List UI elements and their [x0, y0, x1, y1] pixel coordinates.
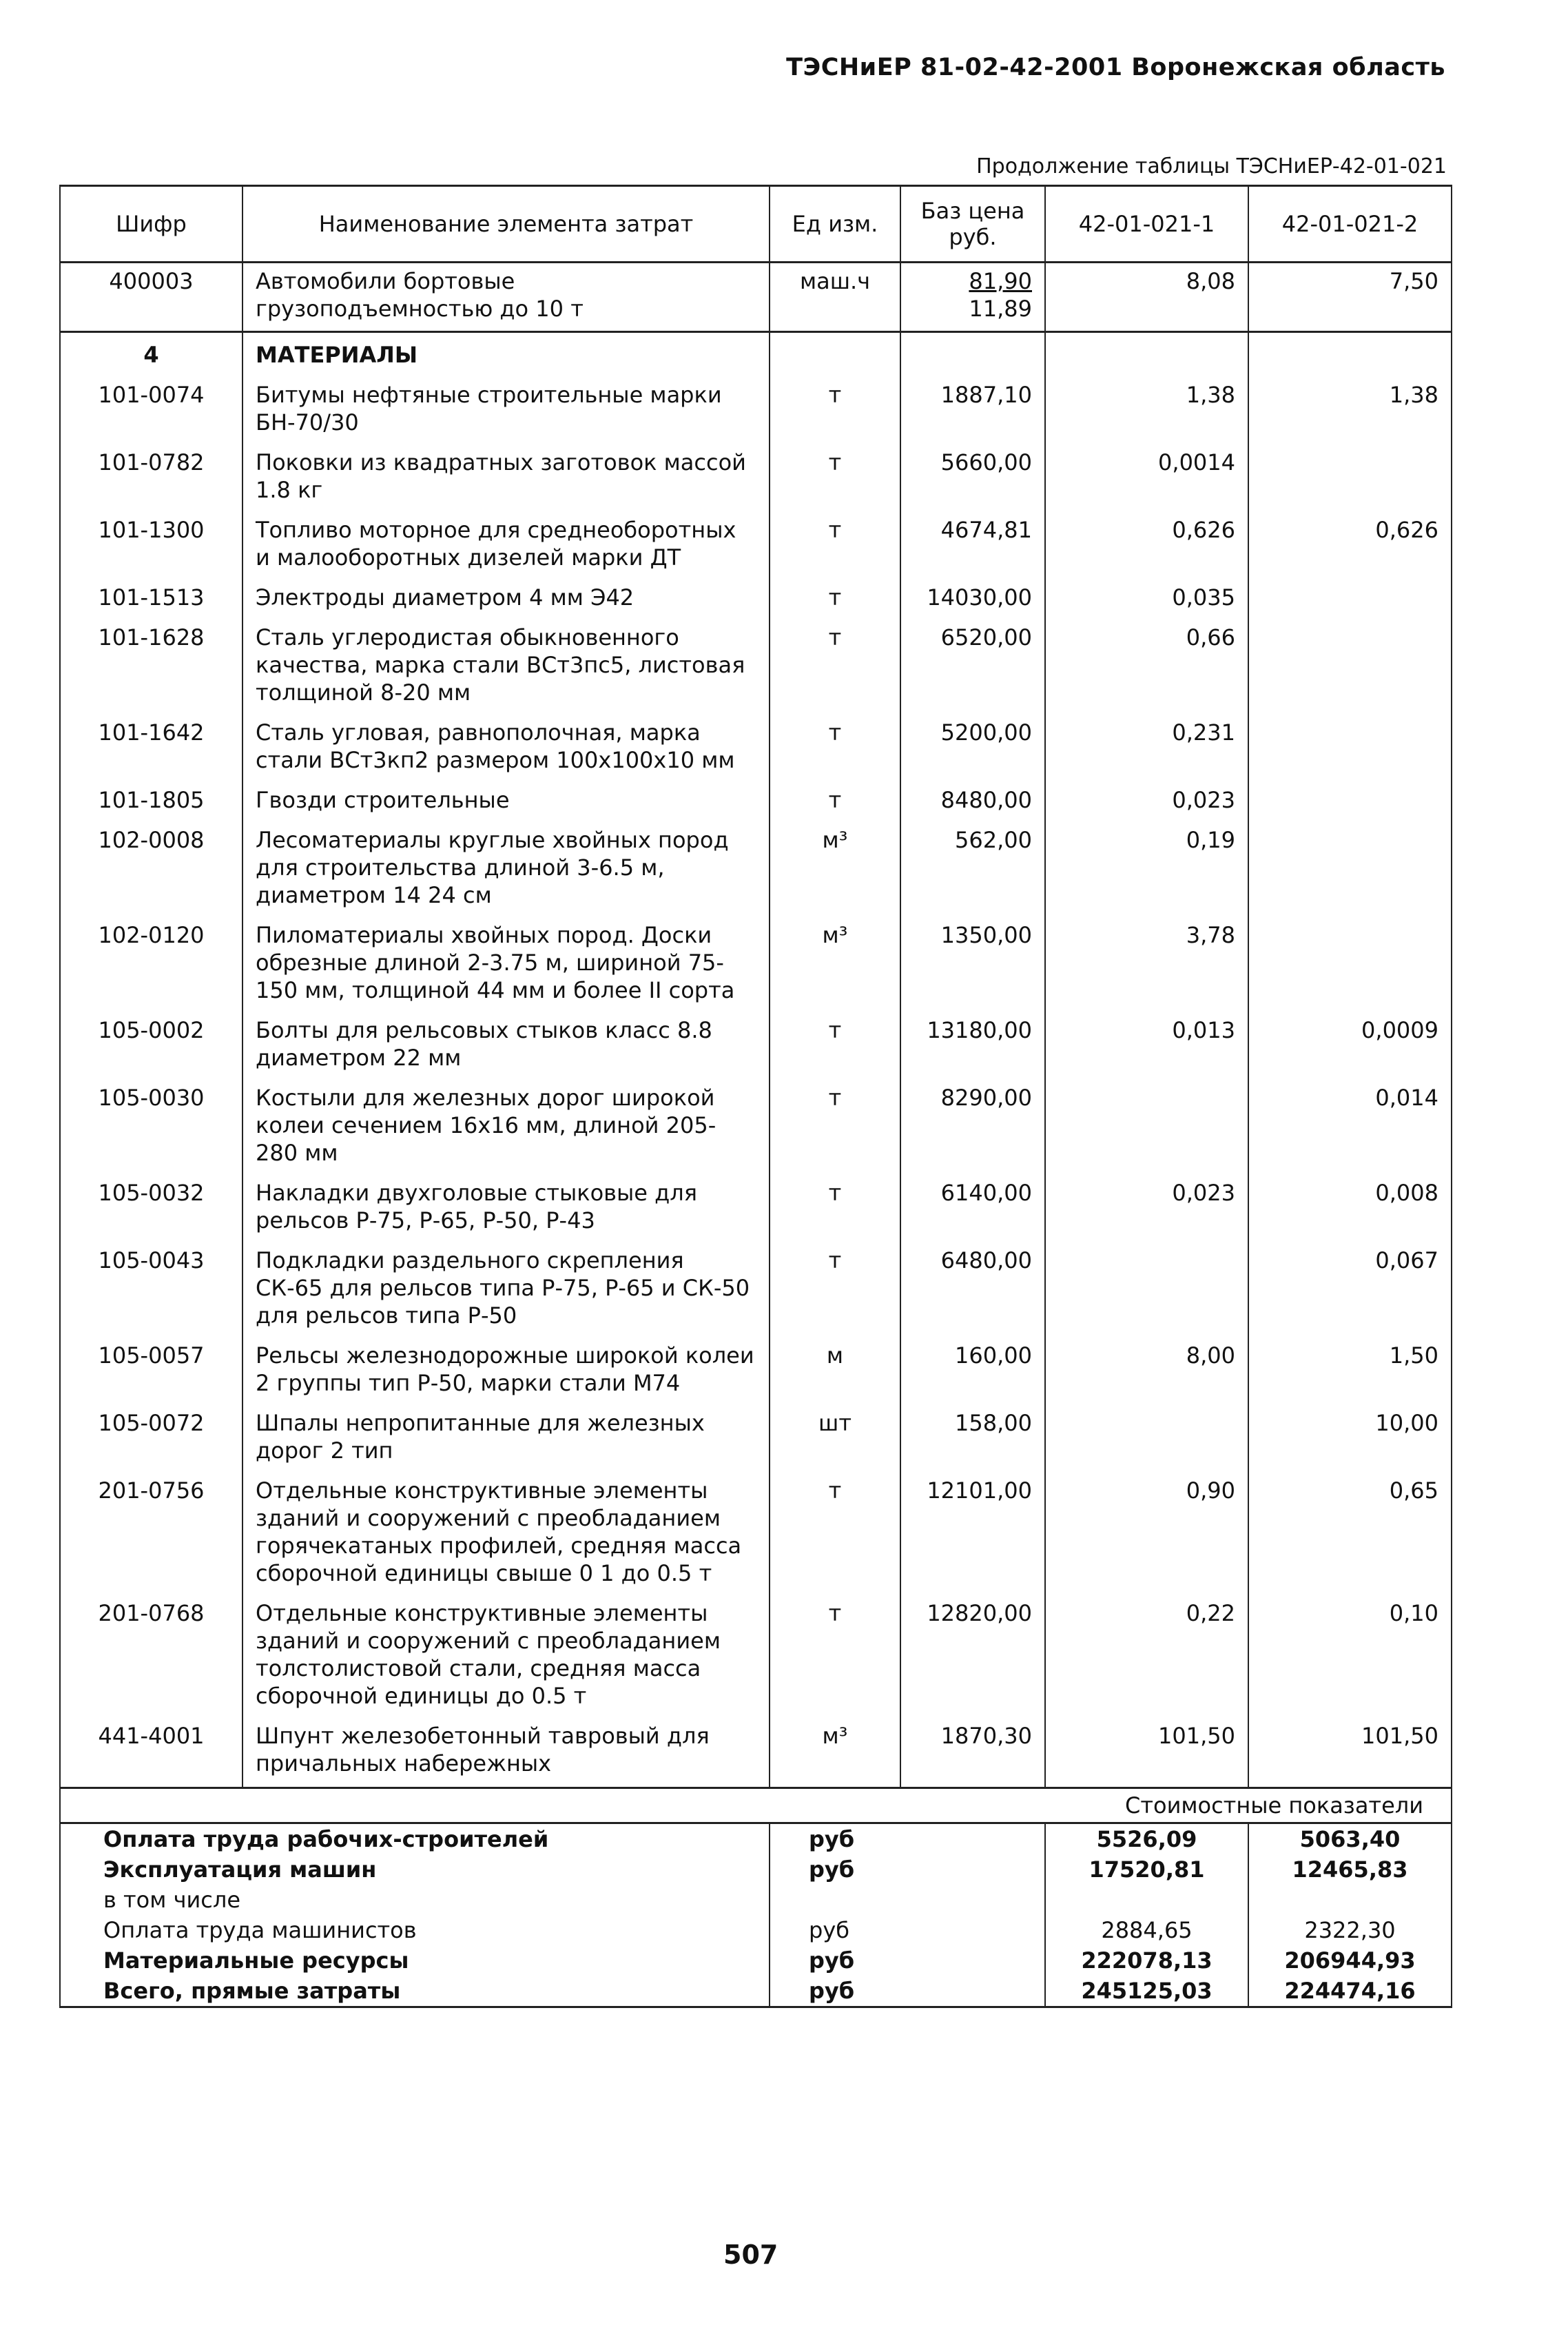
material-unit: м³: [770, 1714, 900, 1788]
material-unit: т: [770, 1171, 900, 1238]
total-label: Оплата труда машинистов: [60, 1915, 770, 1945]
material-row: [60, 1076, 1452, 1171]
material-value-1: 0,22: [1045, 1591, 1248, 1714]
material-value-1: [1045, 1076, 1248, 1171]
material-row: [60, 1333, 1452, 1401]
material-name: Топливо моторное для среднеоборотных и малооборотных дизелей марки ДТ: [243, 508, 770, 575]
material-code: 201-0768: [60, 1591, 243, 1714]
material-name: Битумы нефтяные строительные марки БН-70/30: [243, 373, 770, 440]
material-code: 105-0043: [60, 1238, 243, 1333]
document-title: ТЭСНиЕР 81-02-42-2001 Воронежская область: [786, 54, 1445, 81]
material-value-2: 0,10: [1248, 1591, 1452, 1714]
resource-norms-table: [59, 185, 1452, 2008]
material-price: 14030,00: [900, 575, 1045, 615]
material-name: Поковки из квадратных заготовок массой 1.8 кг: [243, 440, 770, 508]
material-price: 160,00: [900, 1333, 1045, 1401]
material-name: Отдельные конструктивные элементы зданий и сооружений с преобладанием толстолистовой стали, средняя масса сборочной единицы до 0.5 т: [243, 1591, 770, 1714]
material-price: 12101,00: [900, 1468, 1045, 1591]
material-code: 105-0002: [60, 1008, 243, 1076]
material-row: [60, 913, 1452, 1008]
material-price: 12820,00: [900, 1591, 1045, 1714]
material-unit: т: [770, 615, 900, 710]
material-value-1: 0,035: [1045, 575, 1248, 615]
material-row: [60, 373, 1452, 440]
material-name: Электроды диаметром 4 мм Э42: [243, 575, 770, 615]
col-header-unit: Ед изм.: [770, 186, 900, 263]
material-name: Лесоматериалы круглые хвойных пород для строительства длиной 3-6.5 м, диаметром 14 24 см: [243, 818, 770, 913]
material-name: Рельсы железнодорожные широкой колеи 2 группы тип Р-50, марки стали М74: [243, 1333, 770, 1401]
material-value-2: 1,38: [1248, 373, 1452, 440]
material-name: Гвозди строительные: [243, 778, 770, 818]
material-value-1: 0,0014: [1045, 440, 1248, 508]
total-row: [60, 1945, 1452, 1976]
material-price: 8480,00: [900, 778, 1045, 818]
material-code: 105-0057: [60, 1333, 243, 1401]
material-code: 102-0120: [60, 913, 243, 1008]
material-name: Костыли для железных дорог широкой колеи сечением 16х16 мм, длиной 205-280 мм: [243, 1076, 770, 1171]
material-unit: т: [770, 1468, 900, 1591]
total-value-2: 224474,16: [1248, 1976, 1452, 2007]
material-row: [60, 778, 1452, 818]
material-unit: м³: [770, 818, 900, 913]
total-value-1: 17520,81: [1045, 1854, 1248, 1885]
col-header-norm-2: 42-01-021-2: [1248, 186, 1452, 263]
material-value-1: 0,023: [1045, 778, 1248, 818]
total-value-1: [1045, 1885, 1248, 1915]
material-price: 1887,10: [900, 373, 1045, 440]
material-value-2: [1248, 615, 1452, 710]
total-label: Эксплуатация машин: [60, 1854, 770, 1885]
machine-value-1: 8,08: [1045, 263, 1248, 332]
material-value-2: 1,50: [1248, 1333, 1452, 1401]
material-unit: т: [770, 1076, 900, 1171]
material-code: 441-4001: [60, 1714, 243, 1788]
material-name: Сталь углеродистая обыкновенного качества, марка стали ВСт3пс5, листовая толщиной 8-20 мм: [243, 615, 770, 710]
material-price: 8290,00: [900, 1076, 1045, 1171]
material-value-2: 0,0009: [1248, 1008, 1452, 1076]
material-value-1: 0,19: [1045, 818, 1248, 913]
material-unit: т: [770, 575, 900, 615]
material-value-1: 1,38: [1045, 373, 1248, 440]
col-header-norm-1: 42-01-021-1: [1045, 186, 1248, 263]
material-code: 101-1805: [60, 778, 243, 818]
total-value-1: 5526,09: [1045, 1823, 1248, 1855]
material-row: [60, 1468, 1452, 1591]
material-row: [60, 508, 1452, 575]
total-value-2: 5063,40: [1248, 1823, 1452, 1855]
material-value-2: 0,014: [1248, 1076, 1452, 1171]
material-row: [60, 615, 1452, 710]
material-value-2: [1248, 913, 1452, 1008]
material-value-2: 0,008: [1248, 1171, 1452, 1238]
material-unit: т: [770, 508, 900, 575]
material-value-2: 101,50: [1248, 1714, 1452, 1788]
total-value-2: 12465,83: [1248, 1854, 1452, 1885]
material-code: 105-0072: [60, 1401, 243, 1468]
section-name: МАТЕРИАЛЫ: [243, 332, 770, 373]
machine-row: [60, 263, 1452, 332]
machine-price-line2: 11,89: [969, 296, 1032, 322]
machine-unit: маш.ч: [770, 263, 900, 332]
material-value-2: [1248, 710, 1452, 778]
material-value-2: [1248, 440, 1452, 508]
material-value-2: 0,65: [1248, 1468, 1452, 1591]
cost-caption-row: [60, 1788, 1452, 1823]
material-value-1: 0,013: [1045, 1008, 1248, 1076]
material-code: 101-0782: [60, 440, 243, 508]
material-code: 105-0032: [60, 1171, 243, 1238]
material-price: 562,00: [900, 818, 1045, 913]
total-row: [60, 1915, 1452, 1945]
material-row: [60, 1401, 1452, 1468]
section-row: [60, 332, 1452, 373]
total-value-1: 222078,13: [1045, 1945, 1248, 1976]
material-name: Сталь угловая, равнополочная, марка стали ВСт3кп2 размером 100х100х10 мм: [243, 710, 770, 778]
material-price: 13180,00: [900, 1008, 1045, 1076]
machine-name: Автомобили бортовые грузоподъемностью до 10 т: [243, 263, 770, 332]
material-row: [60, 440, 1452, 508]
machine-code: 400003: [60, 263, 243, 332]
material-value-1: 0,231: [1045, 710, 1248, 778]
material-value-1: 0,90: [1045, 1468, 1248, 1591]
material-code: 102-0008: [60, 818, 243, 913]
machine-value-2: 7,50: [1248, 263, 1452, 332]
total-row: [60, 1854, 1452, 1885]
total-value-2: [1248, 1885, 1452, 1915]
material-unit: т: [770, 778, 900, 818]
material-name: Шпунт железобетонный тавровый для причальных набережных: [243, 1714, 770, 1788]
material-value-1: 0,66: [1045, 615, 1248, 710]
table-header-row: [60, 186, 1452, 263]
material-row: [60, 575, 1452, 615]
material-value-1: 101,50: [1045, 1714, 1248, 1788]
total-value-2: 206944,93: [1248, 1945, 1452, 1976]
material-unit: т: [770, 1238, 900, 1333]
total-unit: [770, 1885, 1045, 1915]
section-code: 4: [60, 332, 243, 373]
col-header-code: Шифр: [60, 186, 243, 263]
material-code: 101-1300: [60, 508, 243, 575]
material-row: [60, 1238, 1452, 1333]
material-name: Шпалы непропитанные для железных дорог 2 тип: [243, 1401, 770, 1468]
total-unit: руб: [770, 1915, 1045, 1945]
material-unit: м: [770, 1333, 900, 1401]
material-name: Подкладки раздельного скрепления СК-65 для рельсов типа Р-75, Р-65 и СК-50 для рельсов типа Р-50: [243, 1238, 770, 1333]
total-label: Материальные ресурсы: [60, 1945, 770, 1976]
material-unit: т: [770, 710, 900, 778]
material-price: 6140,00: [900, 1171, 1045, 1238]
machine-price-line1: 81,90: [969, 268, 1032, 294]
material-price: 6480,00: [900, 1238, 1045, 1333]
material-price: 5200,00: [900, 710, 1045, 778]
material-price: 6520,00: [900, 615, 1045, 710]
material-value-2: [1248, 575, 1452, 615]
col-header-name: Наименование элемента затрат: [243, 186, 770, 263]
material-price: 158,00: [900, 1401, 1045, 1468]
total-unit: руб: [770, 1854, 1045, 1885]
material-row: [60, 1171, 1452, 1238]
total-label: в том числе: [60, 1885, 770, 1915]
material-price: 1350,00: [900, 913, 1045, 1008]
material-value-2: 0,067: [1248, 1238, 1452, 1333]
material-name: Болты для рельсовых стыков класс 8.8 диаметром 22 мм: [243, 1008, 770, 1076]
material-value-1: 8,00: [1045, 1333, 1248, 1401]
material-name: Накладки двухголовые стыковые для рельсов Р-75, Р-65, Р-50, Р-43: [243, 1171, 770, 1238]
total-value-2: 2322,30: [1248, 1915, 1452, 1945]
material-unit: шт: [770, 1401, 900, 1468]
material-value-2: [1248, 818, 1452, 913]
total-value-1: 2884,65: [1045, 1915, 1248, 1945]
total-unit: руб: [770, 1945, 1045, 1976]
total-row: [60, 1976, 1452, 2007]
material-unit: т: [770, 1008, 900, 1076]
material-value-2: 0,626: [1248, 508, 1452, 575]
material-value-1: [1045, 1238, 1248, 1333]
material-row: [60, 818, 1452, 913]
material-code: 101-1513: [60, 575, 243, 615]
material-unit: м³: [770, 913, 900, 1008]
material-value-1: 0,626: [1045, 508, 1248, 575]
table-continuation-note: Продолжение таблицы ТЭСНиЕР-42-01-021: [976, 154, 1447, 178]
material-value-1: 3,78: [1045, 913, 1248, 1008]
material-price: 5660,00: [900, 440, 1045, 508]
material-name: Отдельные конструктивные элементы зданий и сооружений с преобладанием горячекатаных профилей, средняя масса сборочной единицы свыше 0 1 до 0.5 т: [243, 1468, 770, 1591]
material-unit: т: [770, 373, 900, 440]
total-unit: руб: [770, 1976, 1045, 2007]
material-row: [60, 710, 1452, 778]
col-header-price: Баз цена руб.: [900, 186, 1045, 263]
material-code: 101-0074: [60, 373, 243, 440]
material-row: [60, 1714, 1452, 1788]
total-label: Оплата труда рабочих-строителей: [60, 1823, 770, 1855]
total-unit: руб: [770, 1823, 1045, 1855]
machine-price: [900, 263, 1045, 332]
material-code: 101-1642: [60, 710, 243, 778]
material-row: [60, 1591, 1452, 1714]
material-code: 101-1628: [60, 615, 243, 710]
material-code: 105-0030: [60, 1076, 243, 1171]
total-value-1: 245125,03: [1045, 1976, 1248, 2007]
material-value-2: [1248, 778, 1452, 818]
page-number: 507: [723, 2240, 778, 2270]
material-name: Пиломатериалы хвойных пород. Доски обрезные длиной 2-3.75 м, шириной 75-150 мм, толщиной 44 мм и более II сорта: [243, 913, 770, 1008]
total-label: Всего, прямые затраты: [60, 1976, 770, 2007]
material-price: 4674,81: [900, 508, 1045, 575]
material-unit: т: [770, 440, 900, 508]
total-row: [60, 1885, 1452, 1915]
material-value-1: [1045, 1401, 1248, 1468]
material-price: 1870,30: [900, 1714, 1045, 1788]
material-unit: т: [770, 1591, 900, 1714]
material-code: 201-0756: [60, 1468, 243, 1591]
total-row: [60, 1823, 1452, 1855]
material-value-1: 0,023: [1045, 1171, 1248, 1238]
material-value-2: 10,00: [1248, 1401, 1452, 1468]
material-row: [60, 1008, 1452, 1076]
cost-caption: Стоимостные показатели: [60, 1788, 1452, 1823]
